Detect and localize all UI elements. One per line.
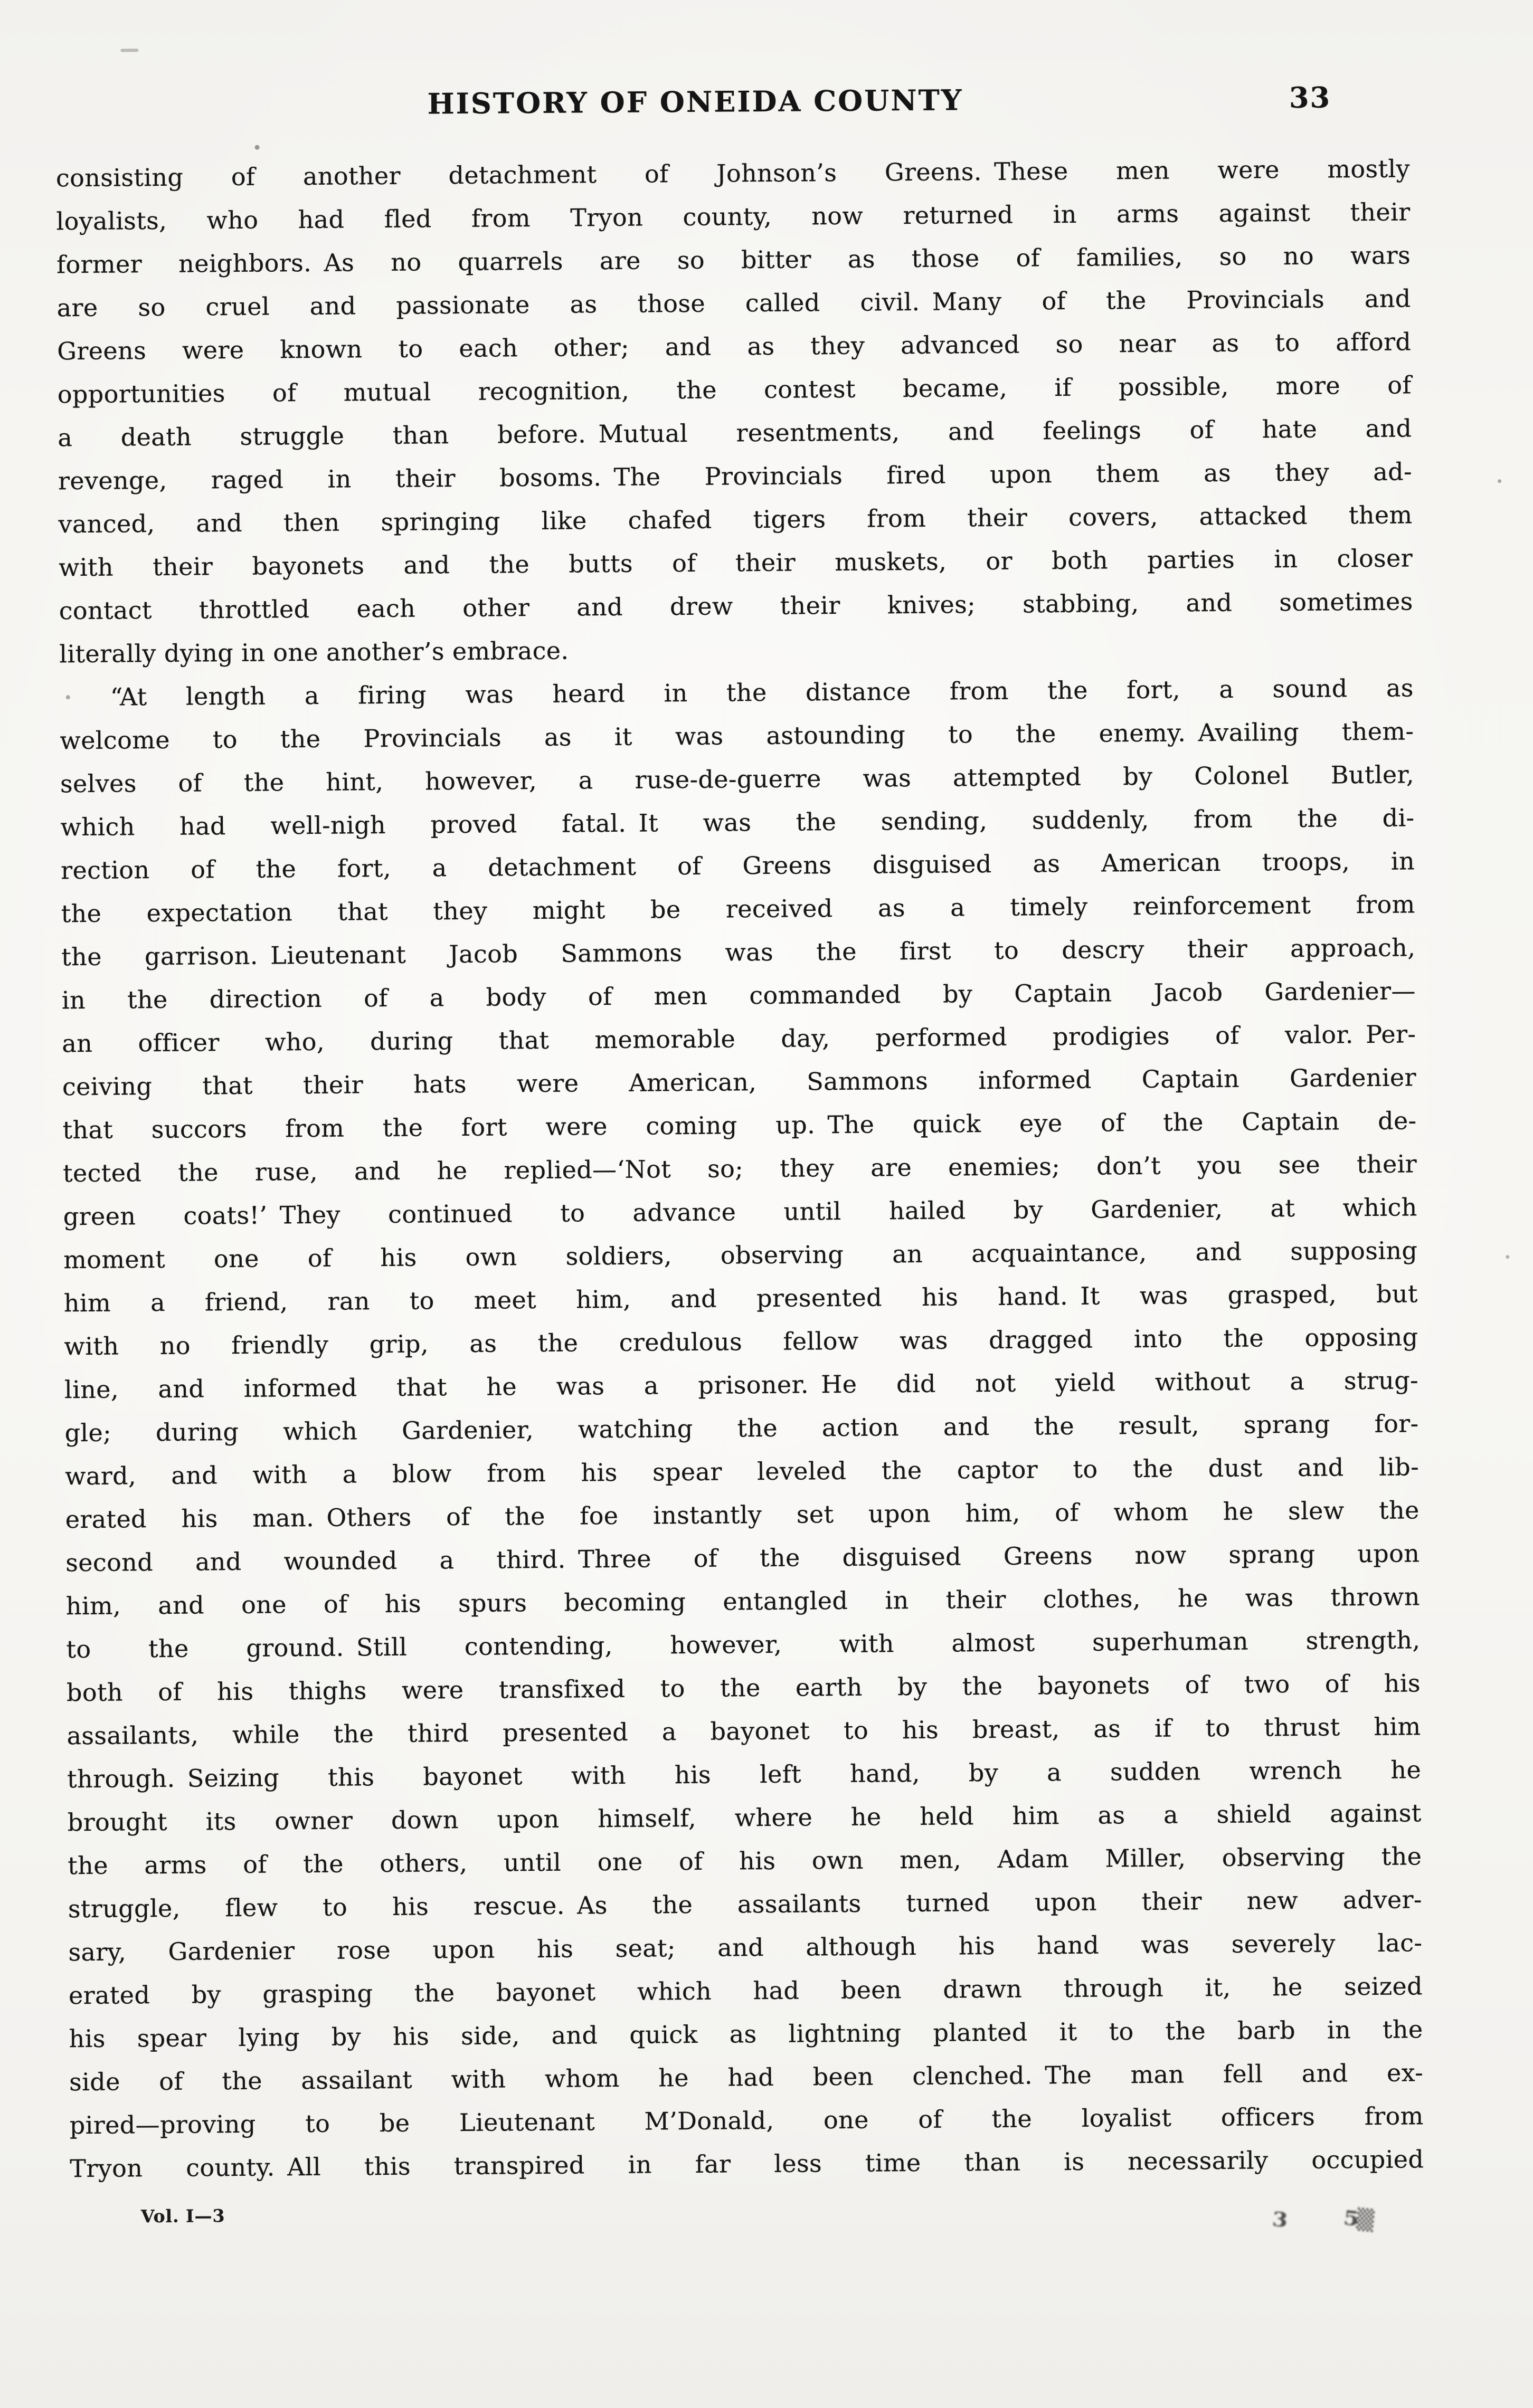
text-line: side of the assailant with whom he had been clenched. The man fell and ex- bbox=[69, 2058, 1424, 2097]
scan-speck bbox=[1506, 1255, 1509, 1259]
text-line: line, and informed that he was a prisoner. He did not yield without a strug- bbox=[64, 1366, 1419, 1404]
page-number: 33 bbox=[1289, 80, 1331, 115]
running-header-row bbox=[0, 79, 1526, 137]
text-line: an officer who, during that memorable day, performed prodigies of valor. Per- bbox=[62, 1020, 1416, 1058]
text-line: second and wounded a third. Three of the disguised Greens now sprang upon bbox=[65, 1539, 1420, 1577]
text-line: erated by grasping the bayonet which had been drawn through it, he seized bbox=[68, 1972, 1423, 2010]
text-line: loyalists, who had fled from Tryon county, now returned in arms against their bbox=[56, 197, 1411, 236]
text-line: his spear lying by his side, and quick as lightning planted it to the barb in the bbox=[69, 2015, 1423, 2053]
text-line: pired—proving to be Lieutenant M’Donald, one of the loyalist officers from bbox=[69, 2101, 1424, 2140]
body-text bbox=[56, 147, 1424, 2190]
text-line: that succors from the fort were coming up. The quick eye of the Captain de- bbox=[62, 1106, 1417, 1145]
text-line: Tryon county. All this transpired in far less time than is necessarily occupied bbox=[70, 2145, 1424, 2183]
text-line: to the ground. Still contending, however, with almost superhuman strength, bbox=[66, 1625, 1421, 1664]
text-line: literally dying in one another’s embrace. bbox=[59, 636, 569, 669]
text-line: which had well-nigh proved fatal. It was the sending, suddenly, from the di- bbox=[60, 803, 1415, 842]
text-line: moment one of his own soldiers, observing an acquaintance, and supposing bbox=[63, 1236, 1418, 1274]
text-line: brought its owner down upon himself, where he held him as a shield against bbox=[67, 1798, 1422, 1837]
text-line: consisting of another detachment of Johnson’s Greens. These men were mostly bbox=[55, 154, 1411, 193]
scan-speck bbox=[255, 145, 260, 150]
paragraph bbox=[60, 666, 1424, 2190]
text-line: Greens were known to each other; and as they advanced so near as to afford bbox=[57, 327, 1412, 366]
signature-mark: Vol. I—3 bbox=[140, 2205, 225, 2227]
running-header-title: HISTORY OF ONEIDA COUNTY bbox=[427, 83, 963, 121]
text-line: both of his thighs were transfixed to the earth by the bayonets of two of his bbox=[66, 1669, 1421, 1707]
text-line: former neighbors. As no quarrels are so bitter as those of families, so no wars bbox=[56, 241, 1411, 279]
text-line: struggle, flew to his rescue. As the assailants turned upon their new adver- bbox=[68, 1885, 1423, 1924]
text-line: revenge, raged in their bosoms. The Provincials fired upon them as they ad- bbox=[58, 457, 1413, 496]
footer-row bbox=[8, 2190, 1533, 2264]
text-line: with their bayonets and the butts of their muskets, or both parties in closer bbox=[58, 544, 1413, 582]
text-line: erated his man. Others of the foe instantly set upon him, of whom he slew the bbox=[65, 1496, 1420, 1534]
text-line: with no friendly grip, as the credulous fellow was dragged into the opposing bbox=[64, 1322, 1418, 1361]
text-line: him, and one of his spurs becoming entangled in their clothes, he was thrown bbox=[65, 1582, 1421, 1621]
text-line: rection of the fort, a detachment of Greens disguised as American troops, in bbox=[60, 846, 1415, 885]
text-line: him a friend, ran to meet him, and presented his hand. It was grasped, but bbox=[63, 1279, 1418, 1318]
text-line: are so cruel and passionate as those called civil. Many of the Provincials and bbox=[56, 284, 1411, 322]
text-line: opportunities of mutual recognition, the contest became, if possible, more of bbox=[57, 370, 1412, 409]
text-line: “At length a firing was heard in the distance from the fort, a sound as bbox=[110, 673, 1414, 711]
paragraph bbox=[56, 147, 1414, 675]
text-line: contact throttled each other and drew their knives; stabbing, and sometimes bbox=[59, 587, 1413, 625]
text-line: gle; during which Gardenier, watching the action and the result, sprang for- bbox=[64, 1409, 1419, 1448]
text-line: ward, and with a blow from his spear leveled the captor to the dust and lib- bbox=[64, 1452, 1420, 1491]
ink-smudges bbox=[1272, 2206, 1372, 2232]
text-line: ceiving that their hats were American, Sammons informed Captain Gardenier bbox=[62, 1063, 1417, 1101]
text-line: the expectation that they might be received as a timely reinforcement from bbox=[61, 890, 1415, 928]
text-line: selves of the hint, however, a ruse-de-guerre was attempted by Colonel Butler, bbox=[60, 760, 1415, 798]
text-line: sary, Gardenier rose upon his seat; and although his hand was severely lac- bbox=[68, 1928, 1423, 1967]
scan-speck bbox=[1498, 479, 1501, 483]
text-line: green coats!’ They continued to advance until hailed by Gardenier, at which bbox=[63, 1193, 1417, 1231]
text-line: in the direction of a body of men commanded by Captain Jacob Gardenier— bbox=[61, 976, 1416, 1015]
text-line: assailants, while the third presented a bayonet to his breast, as if to thrust him bbox=[67, 1712, 1421, 1750]
text-line: through. Seizing this bayonet with his left hand, by a sudden wrench he bbox=[67, 1755, 1422, 1794]
scan-artifact-dash bbox=[120, 49, 138, 52]
text-line: vanced, and then springing like chafed tigers from their covers, attacked them bbox=[58, 500, 1413, 539]
text-line: tected the ruse, and he replied—‘Not so; they are enemies; don’t you see their bbox=[62, 1149, 1417, 1188]
text-line: welcome to the Provincials as it was astounding to the enemy. Availing them- bbox=[60, 717, 1414, 755]
ink-smudge: 5▒ bbox=[1342, 2206, 1373, 2232]
text-line: the arms of the others, until one of his own men, Adam Miller, observing the bbox=[68, 1842, 1422, 1880]
ink-smudge: 3 bbox=[1271, 2207, 1287, 2232]
text-line: the garrison. Lieutenant Jacob Sammons was the first to descry their approach, bbox=[61, 933, 1416, 972]
text-line: a death struggle than before. Mutual resentments, and feelings of hate and bbox=[58, 414, 1412, 452]
